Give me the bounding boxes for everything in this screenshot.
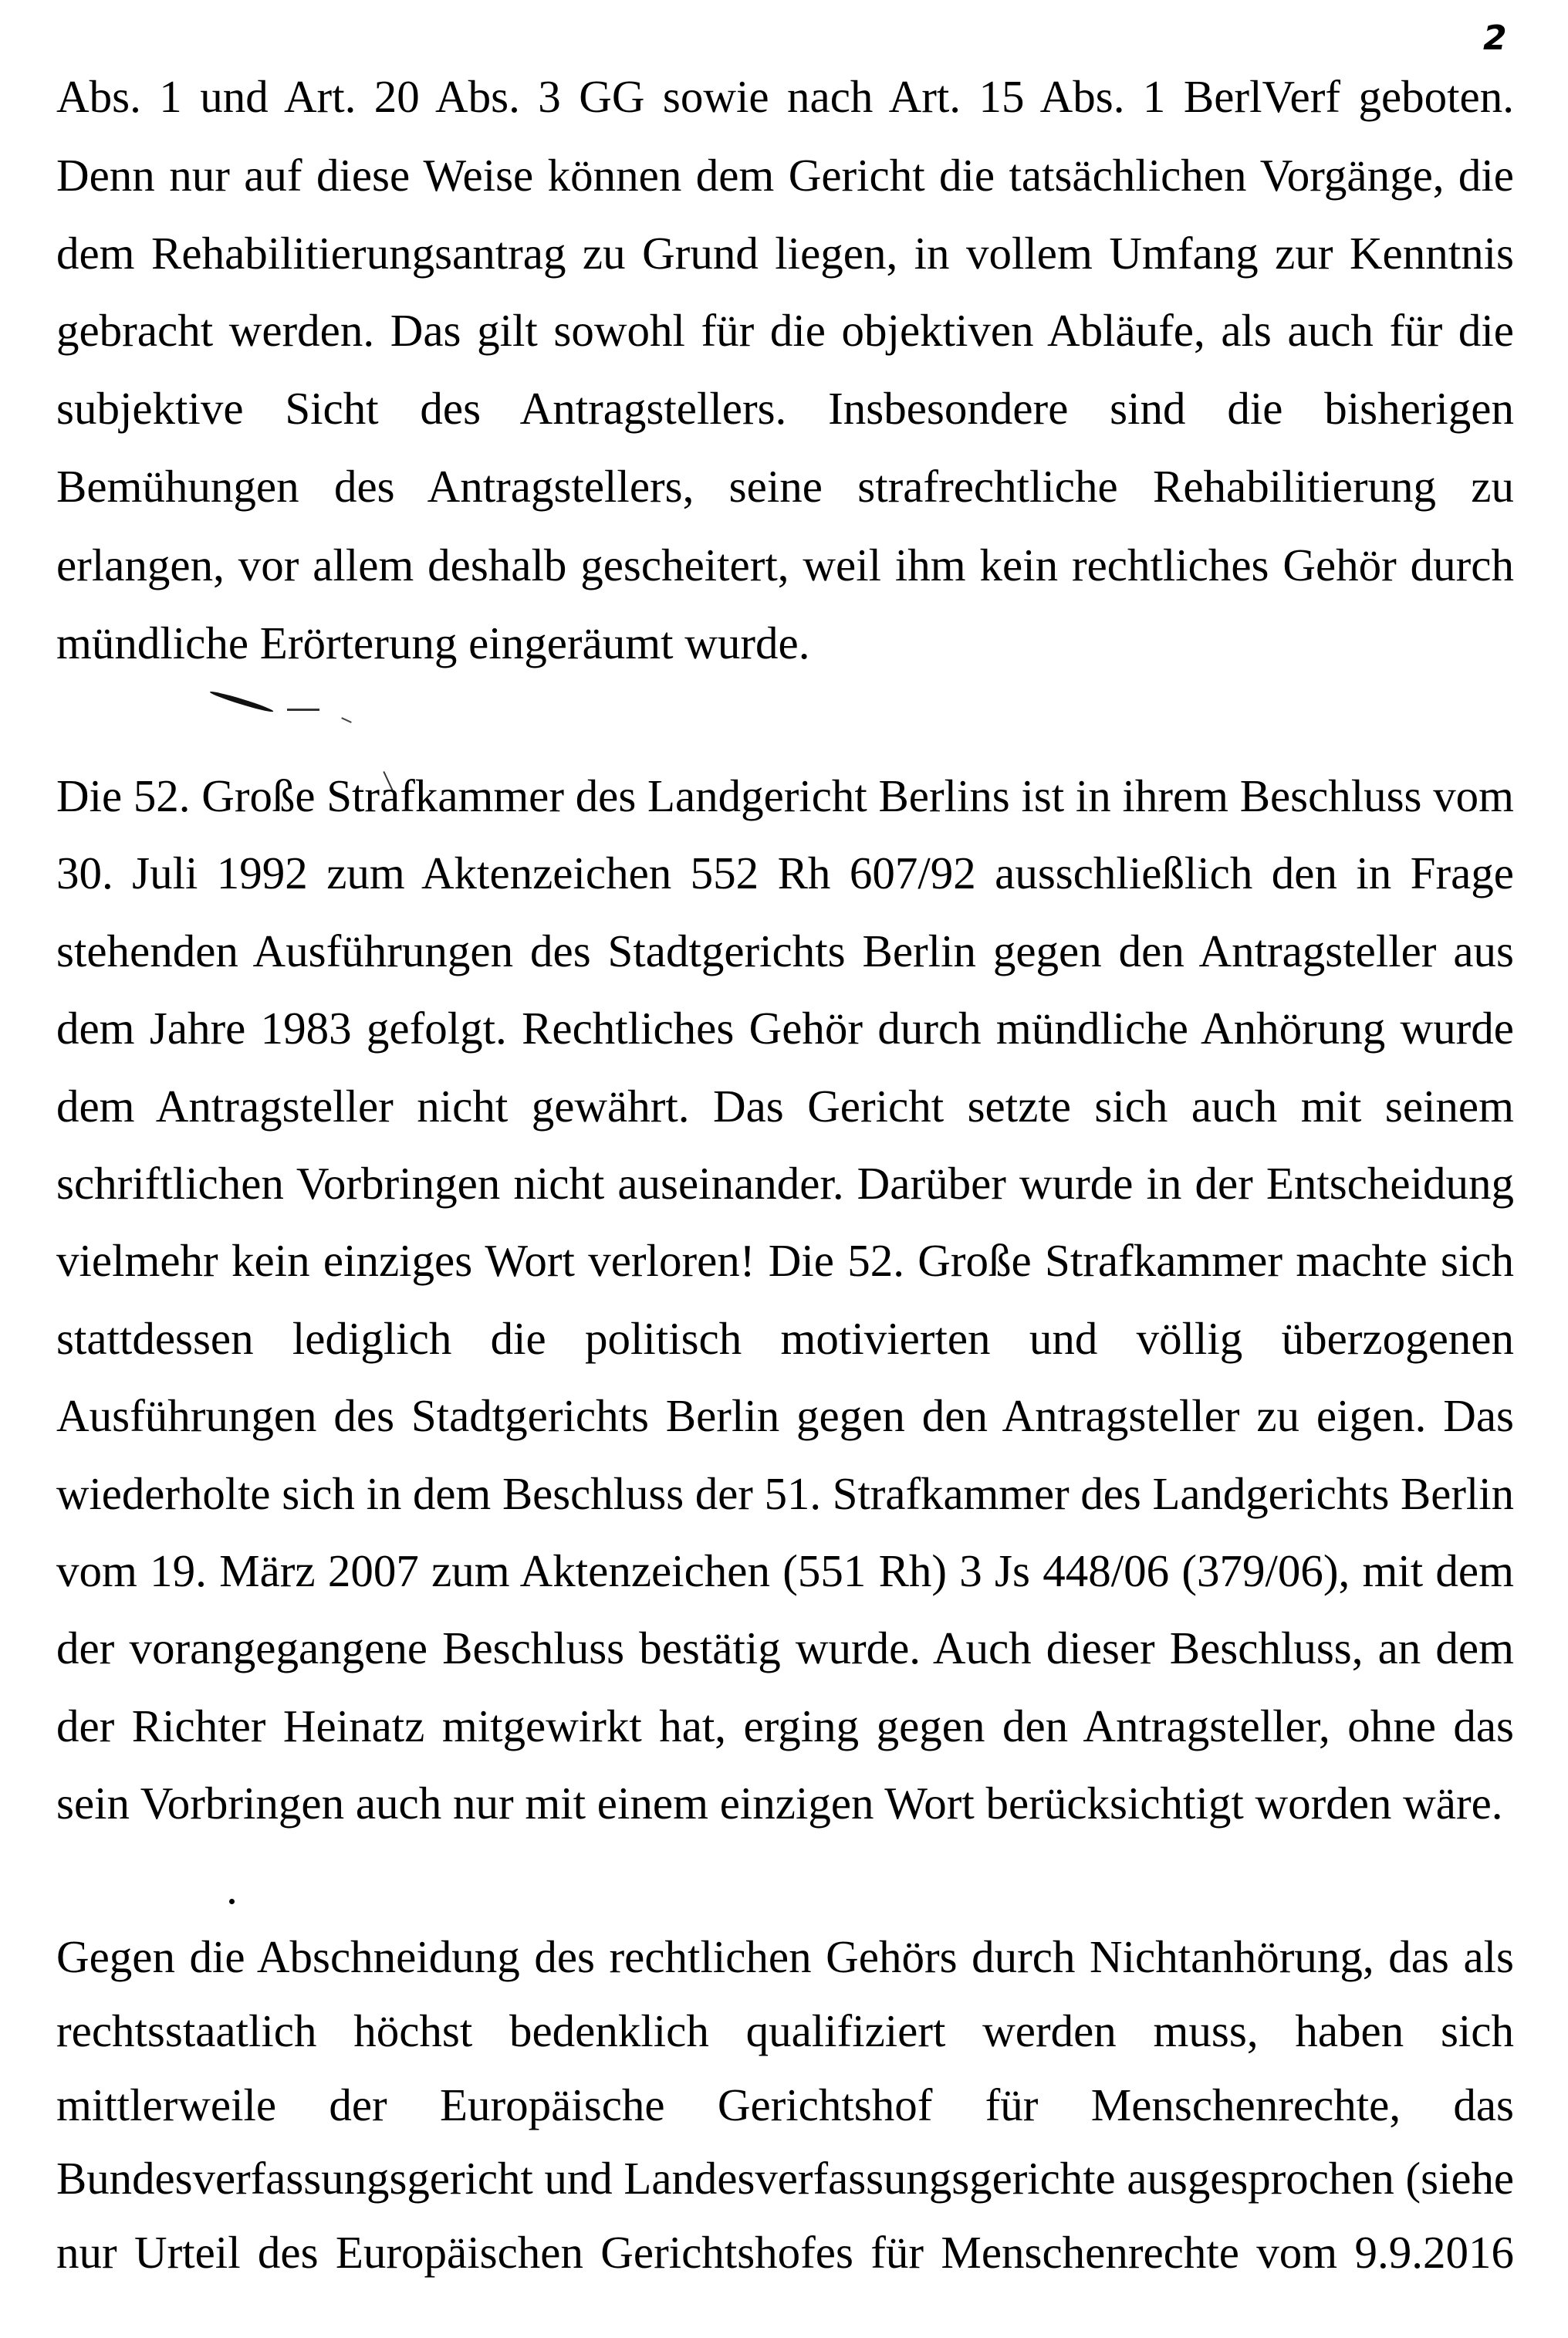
- page-number: 2: [1483, 19, 1507, 58]
- text-line: der vorangegangene Beschluss bestätig wurde. Auch dieser Beschluss, an dem: [56, 1622, 1514, 1673]
- scan-smudge: [341, 717, 352, 723]
- text-line: vom 19. März 2007 zum Aktenzeichen (551 Rh) 3 Js 448/06 (379/06), mit dem: [56, 1545, 1514, 1596]
- text-line: nur Urteil des Europäischen Gerichtshofes für Menschenrechte vom 9.9.2016: [56, 2227, 1514, 2278]
- text-line: dem Jahre 1983 gefolgt. Rechtliches Gehör durch mündliche Anhörung wurde: [56, 1003, 1514, 1054]
- text-line: 30. Juli 1992 zum Aktenzeichen 552 Rh 607/92 ausschließlich den in Frage: [56, 848, 1514, 898]
- text-line: Bemühungen des Antragstellers, seine strafrechtliche Rehabilitierung zu: [56, 461, 1514, 512]
- text-line: vielmehr kein einziges Wort verloren! Die 52. Große Strafkammer machte sich: [56, 1235, 1514, 1286]
- text-line: Bundesverfassungsgericht und Landesverfassungsgerichte ausgesprochen (siehe: [56, 2153, 1514, 2204]
- text-line: erlangen, vor allem deshalb gescheitert, weil ihm kein rechtliches Gehör durch: [56, 540, 1514, 590]
- text-line: stehenden Ausführungen des Stadtgerichts Berlin gegen den Antragsteller aus: [56, 925, 1514, 976]
- text-line: dem Rehabilitierungsantrag zu Grund liegen, in vollem Umfang zur Kenntnis: [56, 228, 1514, 279]
- text-line: sein Vorbringen auch nur mit einem einzigen Wort berücksichtigt worden wäre.: [56, 1778, 1503, 1829]
- text-line: wiederholte sich in dem Beschluss der 51. Strafkammer des Landgerichts Berlin: [56, 1468, 1514, 1519]
- scan-smudge: [209, 689, 274, 714]
- text-line: mittlerweile der Europäische Gerichtshof für Menschenrechte, das: [56, 2079, 1514, 2130]
- scan-smudge: [287, 709, 319, 711]
- text-line: Gegen die Abschneidung des rechtlichen Gehörs durch Nichtanhörung, das als: [56, 1931, 1514, 1982]
- text-line: Denn nur auf diese Weise können dem Gericht die tatsächlichen Vorgänge, die: [56, 150, 1514, 201]
- text-line: dem Antragsteller nicht gewährt. Das Gericht setzte sich auch mit seinem: [56, 1081, 1514, 1132]
- text-line: der Richter Heinatz mitgewirkt hat, erging gegen den Antragsteller, ohne das: [56, 1700, 1514, 1751]
- text-line: Die 52. Große Strafkammer des Landgericht Berlins ist in ihrem Beschluss vom: [56, 770, 1514, 821]
- text-line: Ausführungen des Stadtgerichts Berlin gegen den Antragsteller zu eigen. Das: [56, 1390, 1514, 1441]
- scan-dot: [229, 1899, 235, 1904]
- text-line: subjektive Sicht des Antragstellers. Insbesondere sind die bisherigen: [56, 383, 1514, 434]
- text-line: stattdessen lediglich die politisch motivierten und völlig überzogenen: [56, 1313, 1514, 1364]
- text-line: gebracht werden. Das gilt sowohl für die objektiven Abläufe, als auch für die: [56, 305, 1514, 356]
- text-line: Abs. 1 und Art. 20 Abs. 3 GG sowie nach Art. 15 Abs. 1 BerlVerf geboten.: [56, 71, 1514, 122]
- text-line: schriftlichen Vorbringen nicht auseinander. Darüber wurde in der Entscheidung: [56, 1158, 1514, 1209]
- text-line: rechtsstaatlich höchst bedenklich qualifiziert werden muss, haben sich: [56, 2005, 1514, 2056]
- text-line: mündliche Erörterung eingeräumt wurde.: [56, 617, 810, 668]
